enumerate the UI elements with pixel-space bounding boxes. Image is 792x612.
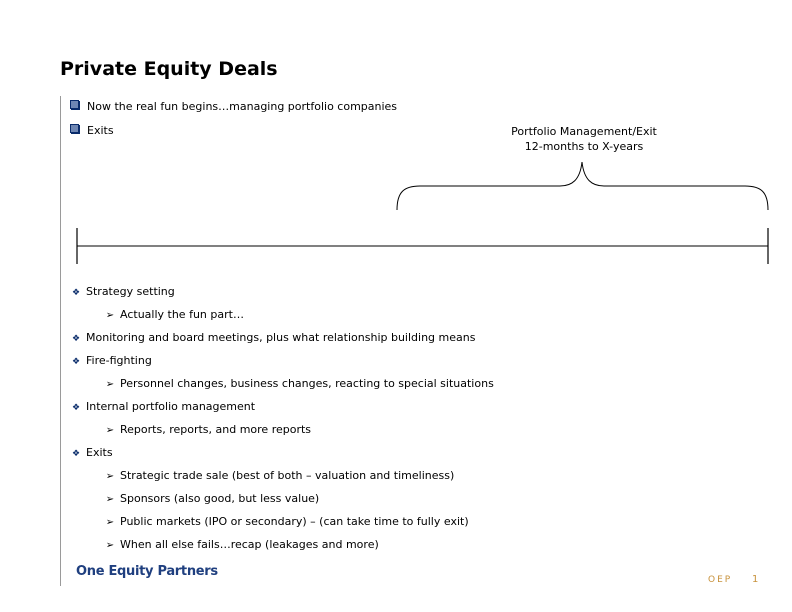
- top-bullet-text: Exits: [87, 124, 114, 137]
- sub-bullet-text: When all else fails…recap (leakages and more): [120, 538, 379, 551]
- sub-bullet: [104, 492, 319, 507]
- sub-bullet: [104, 377, 494, 392]
- sub-bullet-text: Actually the fun part…: [120, 308, 244, 321]
- diamond-bullet-icon: ❖: [71, 403, 81, 413]
- section-bullet-text: Strategy setting: [86, 285, 175, 298]
- sub-bullet: [104, 308, 244, 323]
- section-bullet: [70, 400, 255, 415]
- section-bullet-text: Internal portfolio management: [86, 400, 256, 413]
- sub-bullet: [104, 515, 469, 530]
- diamond-bullet-icon: ❖: [71, 449, 81, 459]
- sub-bullet-text: Public markets (IPO or secondary) – (can take time to fully exit): [120, 515, 469, 528]
- diamond-bullet-icon: ❖: [71, 334, 81, 344]
- sub-bullet-text: Strategic trade sale (best of both – valuation and timeliness): [120, 469, 455, 482]
- sub-bullet: [104, 469, 454, 484]
- phase-line-1: Portfolio Management/Exit: [511, 125, 657, 138]
- arrow-bullet-icon: ➢: [105, 517, 115, 528]
- diamond-bullet-icon: ❖: [71, 288, 81, 298]
- arrow-bullet-icon: ➢: [105, 310, 115, 321]
- sub-bullet-text: Personnel changes, business changes, reacting to special situations: [120, 377, 494, 390]
- top-bullet-text: Now the real fun begins…managing portfolio companies: [87, 100, 398, 113]
- arrow-bullet-icon: ➢: [105, 425, 115, 436]
- arrow-bullet-icon: ➢: [105, 540, 115, 551]
- page-title: Private Equity Deals: [60, 58, 278, 80]
- arrow-bullet-icon: ➢: [105, 494, 115, 505]
- sub-bullet: [104, 423, 311, 438]
- section-bullet-text: Exits: [86, 446, 113, 459]
- section-bullet: [70, 285, 175, 300]
- timeline-diagram: [0, 0, 792, 300]
- section-bullet: [70, 331, 475, 346]
- sub-bullet-text: Sponsors (also good, but less value): [120, 492, 320, 505]
- phase-brace: [397, 162, 768, 210]
- sub-bullet-text: Reports, reports, and more reports: [120, 423, 312, 436]
- section-bullet-text: Fire-fighting: [86, 354, 152, 367]
- sub-bullet: [104, 538, 379, 553]
- arrow-bullet-icon: ➢: [105, 471, 115, 482]
- section-bullet: [70, 446, 113, 461]
- section-bullet-text: Monitoring and board meetings, plus what relationship building means: [86, 331, 476, 344]
- oep-mark: OEP: [708, 575, 733, 585]
- phase-line-2: 12-months to X-years: [524, 140, 644, 153]
- diamond-bullet-icon: ❖: [71, 357, 81, 367]
- page-number: 1: [752, 574, 759, 585]
- section-bullet: [70, 354, 152, 369]
- company-logo: One Equity Partners: [76, 564, 218, 579]
- arrow-bullet-icon: ➢: [105, 379, 115, 390]
